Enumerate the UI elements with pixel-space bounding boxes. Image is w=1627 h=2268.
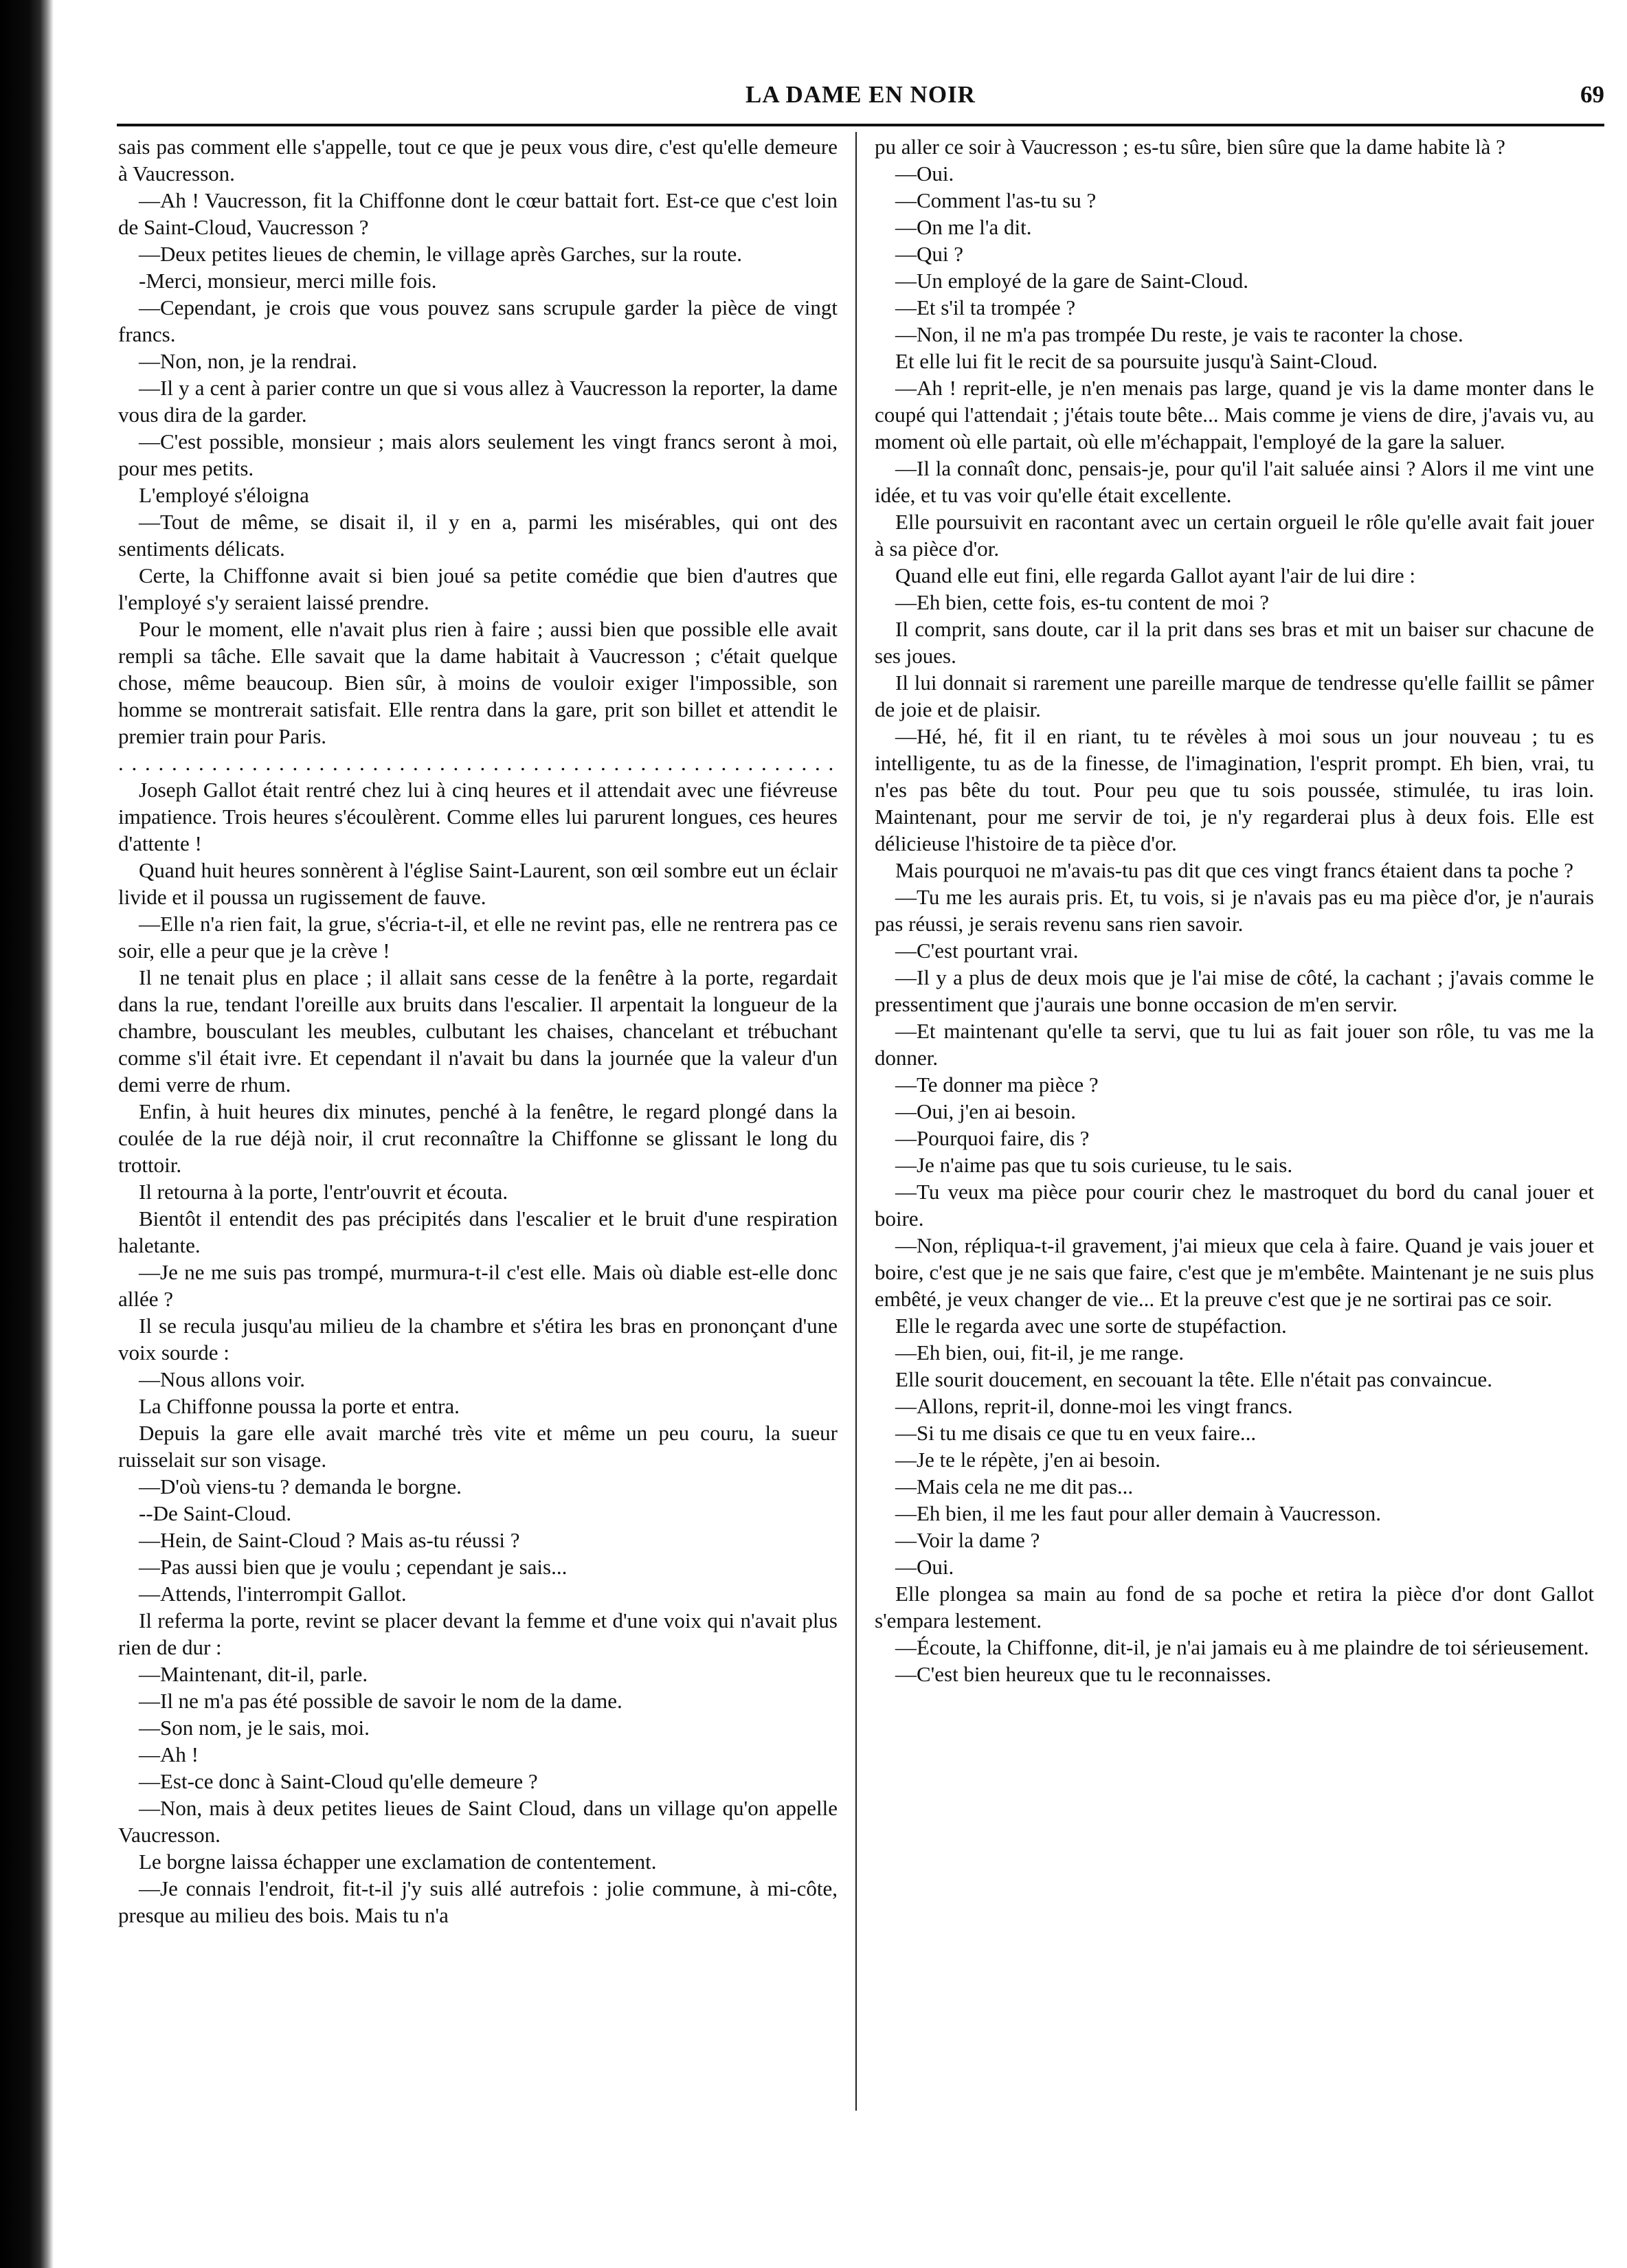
paragraph: —Eh bien, oui, fit-il, je me range. (895, 1340, 1185, 1365)
page-number: 69 (1580, 81, 1604, 108)
left-column (118, 133, 838, 1929)
paragraph: Depuis la gare elle avait marché très vite et même un peu couru, la sueur ruisselait sur son visage. (118, 1421, 838, 1472)
paragraph: pu aller ce soir à Vaucresson ; es-tu sûre, bien sûre que la dame habite là ? (875, 135, 1505, 159)
paragraph: La Chiffonne poussa la porte et entra. (139, 1394, 460, 1418)
paragraph: -Merci, monsieur, merci mille fois. (139, 269, 437, 293)
section-break-dots (118, 750, 838, 776)
paragraph: —Est-ce donc à Saint-Cloud qu'elle demeure ? (139, 1769, 538, 1793)
paragraph: Certe, la Chiffonne avait si bien joué sa petite comédie que bien d'autres que l'employé s'y seraient laissé prendre. (118, 563, 838, 614)
paragraph: —C'est bien heureux que tu le reconnaisses. (895, 1662, 1272, 1686)
paragraph: —Cependant, je crois que vous pouvez sans scrupule garder la pièce de vingt francs. (118, 295, 838, 346)
paragraph: —Elle n'a rien fait, la grue, s'écria-t-il, et elle ne revint pas, elle ne rentrera pas ce soir, elle a peur que je la crève ! (118, 912, 838, 963)
paragraph: Il retourna à la porte, l'entr'ouvrit et écouta. (139, 1180, 508, 1204)
paragraph: —Te donner ma pièce ? (895, 1073, 1099, 1097)
paragraph: Il ne tenait plus en place ; il allait sans cesse de la fenêtre à la porte, regardait dans la rue, tendant l'oreille aux bruits dans l'escalier. Il arpentait la longueur de la chambre, bousculant les meubles, culbutant les chaises, chancelant et trébuchant comme s'il était ivre. Et cependant il n'avait bu dans la journée que la valeur d'un demi verre de rhum. (118, 965, 838, 1097)
paragraph: —Qui ? (895, 242, 964, 266)
page-header (117, 81, 1604, 121)
paragraph: Pour le moment, elle n'avait plus rien à faire ; aussi bien que possible elle avait rempli sa tâche. Elle savait que la dame habitait à Vaucresson ; c'était quelque chose, même beaucoup. Bien sûr, à moins de vouloir exiger l'impossible, son homme se montrerait satisfait. Elle rentra dans la gare, prit son billet et attendit le premier train pour Paris. (118, 617, 838, 748)
paragraph: —Allons, reprit-il, donne-moi les vingt francs. (895, 1394, 1293, 1418)
paragraph: —Maintenant, dit-il, parle. (139, 1662, 368, 1686)
paragraph: —Comment l'as-tu su ? (895, 188, 1097, 212)
paragraph: —Ah ! (139, 1742, 199, 1766)
paragraph: —Non, non, je la rendrai. (139, 349, 357, 373)
paragraph: —Oui, j'en ai besoin. (895, 1099, 1077, 1123)
paragraph: —Oui. (895, 161, 954, 186)
paragraph: —Voir la dame ? (895, 1528, 1040, 1552)
paragraph: Mais pourquoi ne m'avais-tu pas dit que ces vingt francs étaient dans ta poche ? (895, 858, 1573, 882)
paragraph: —Non, mais à deux petites lieues de Saint Cloud, dans un village qu'on appelle Vaucresson. (118, 1796, 838, 1847)
paragraph: —Eh bien, cette fois, es-tu content de moi ? (895, 590, 1270, 614)
paragraph: —Nous allons voir. (139, 1367, 305, 1391)
paragraph: —On me l'a dit. (895, 215, 1032, 239)
paragraph: Il lui donnait si rarement une pareille marque de tendresse qu'elle faillit se pâmer de joie et de plaisir. (875, 671, 1594, 721)
paragraph: —Il ne m'a pas été possible de savoir le nom de la dame. (139, 1689, 622, 1713)
paragraph: —Tu me les aurais pris. Et, tu vois, si je n'avais pas eu ma pièce d'or, je n'aurais pas réussi, je serais revenu sans rien savoir. (875, 885, 1594, 936)
paragraph: Il comprit, sans doute, car il la prit dans ses bras et mit un baiser sur chacune de ses joues. (875, 617, 1594, 668)
paragraph: —Attends, l'interrompit Gallot. (139, 1582, 407, 1606)
paragraph: Elle poursuivit en racontant avec un certain orgueil le rôle qu'elle avait fait jouer à sa pièce d'or. (875, 510, 1594, 561)
paragraph: —Son nom, je le sais, moi. (139, 1716, 370, 1740)
scan-edge-shadow (0, 0, 54, 2268)
header-rule (117, 124, 1604, 126)
paragraph: —D'où viens-tu ? demanda le borgne. (139, 1474, 462, 1498)
paragraph: Il se recula jusqu'au milieu de la chambre et s'étira les bras en prononçant d'une voix sourde : (118, 1314, 838, 1365)
paragraph: —Je n'aime pas que tu sois curieuse, tu le sais. (895, 1153, 1293, 1177)
paragraph: Elle plongea sa main au fond de sa poche et retira la pièce d'or dont Gallot s'empara lestement. (875, 1582, 1594, 1632)
paragraph: —Pas aussi bien que je voulu ; cependant je sais... (139, 1555, 568, 1579)
paragraph: —Non, il ne m'a pas trompée Du reste, je vais te raconter la chose. (895, 322, 1463, 346)
paragraph: —Tout de même, se disait il, il y en a, parmi les misérables, qui ont des sentiments délicats. (118, 510, 838, 561)
paragraph: —C'est pourtant vrai. (895, 939, 1079, 963)
paragraph: —Mais cela ne me dit pas... (895, 1474, 1134, 1498)
paragraph: Quand huit heures sonnèrent à l'église Saint-Laurent, son œil sombre eut un éclair livide et il poussa un rugissement de fauve. (118, 858, 838, 909)
paragraph: —Non, répliqua-t-il gravement, j'ai mieux que cela à faire. Quand je vais jouer et boire, c'est que je ne sais que faire, c'est que je m'embête. Maintenant je ne suis plus embêté, je veux changer de vie... Et la preuve c'est que je ne sortirai pas ce soir. (875, 1233, 1594, 1311)
paragraph: sais pas comment elle s'appelle, tout ce que je peux vous dire, c'est qu'elle demeure à Vaucresson. (118, 135, 838, 186)
paragraph: —Pourquoi faire, dis ? (895, 1126, 1090, 1150)
running-title: LA DAME EN NOIR (745, 81, 976, 108)
paragraph: —Deux petites lieues de chemin, le village après Garches, sur la route. (139, 242, 743, 266)
paragraph: —Il la connaît donc, pensais-je, pour qu'il l'ait saluée ainsi ? Alors il me vint une idée, et tu vas voir qu'elle était excellente. (875, 456, 1594, 507)
paragraph: Bientôt il entendit des pas précipités dans l'escalier et le bruit d'une respiration haletante. (118, 1206, 838, 1257)
paragraph: —C'est possible, monsieur ; mais alors seulement les vingt francs seront à moi, pour mes petits. (118, 429, 838, 480)
column-divider (855, 132, 857, 2111)
paragraph: —Écoute, la Chiffonne, dit-il, je n'ai jamais eu à me plaindre de toi sérieusement. (895, 1635, 1589, 1659)
paragraph: —Et maintenant qu'elle ta servi, que tu lui as fait jouer son rôle, tu vas me la donner. (875, 1019, 1594, 1070)
paragraph: Elle le regarda avec une sorte de stupéfaction. (895, 1314, 1287, 1338)
paragraph: Elle sourit doucement, en secouant la tête. Elle n'était pas convaincue. (895, 1367, 1492, 1391)
paragraph: —Eh bien, il me les faut pour aller demain à Vaucresson. (895, 1501, 1382, 1525)
paragraph: Joseph Gallot était rentré chez lui à cinq heures et il attendait avec une fiévreuse impatience. Trois heures s'écoulèrent. Comme elles lui parurent longues, ces heures d'attente ! (118, 778, 838, 855)
paragraph: —Tu veux ma pièce pour courir chez le mastroquet du bord du canal jouer et boire. (875, 1180, 1594, 1231)
paragraph: L'employé s'éloigna (139, 483, 309, 507)
paragraph: —Un employé de la gare de Saint-Cloud. (895, 269, 1248, 293)
paragraph: —Et s'il ta trompée ? (895, 295, 1076, 319)
paragraph: --De Saint-Cloud. (139, 1501, 292, 1525)
paragraph: —Ah ! Vaucresson, fit la Chiffonne dont le cœur battait fort. Est-ce que c'est loin de Saint-Cloud, Vaucresson ? (118, 188, 838, 239)
paragraph: —Ah ! reprit-elle, je n'en menais pas large, quand je vis la dame monter dans le coupé qui l'attendait ; j'étais toute bête... Mais comme je viens de dire, j'avais vu, au moment où elle partait, où elle m'échappait, l'employé de la gare la saluer. (875, 376, 1594, 453)
paragraph: —Si tu me disais ce que tu en veux faire... (895, 1421, 1257, 1445)
paragraph: —Oui. (895, 1555, 954, 1579)
right-column (875, 133, 1594, 1687)
paragraph: Le borgne laissa échapper une exclamation de contentement. (139, 1850, 657, 1874)
paragraph: Et elle lui fit le recit de sa poursuite jusqu'à Saint-Cloud. (895, 349, 1378, 373)
paragraph: Quand elle eut fini, elle regarda Gallot ayant l'air de lui dire : (895, 563, 1416, 587)
paragraph: —Il y a cent à parier contre un que si vous allez à Vaucresson la reporter, la dame vous dira de la garder. (118, 376, 838, 427)
paragraph: Enfin, à huit heures dix minutes, penché à la fenêtre, le regard plongé dans la coulée de la rue déjà noir, il crut reconnaître la Chiffonne se glissant le long du trottoir. (118, 1099, 838, 1177)
paragraph: Il referma la porte, revint se placer devant la femme et d'une voix qui n'avait plus rien de dur : (118, 1608, 838, 1659)
paragraph: —Hein, de Saint-Cloud ? Mais as-tu réussi ? (139, 1528, 520, 1552)
paragraph: —Je te le répète, j'en ai besoin. (895, 1448, 1161, 1472)
paragraph: —Il y a plus de deux mois que je l'ai mise de côté, la cachant ; j'avais comme le pressentiment que j'aurais une bonne occasion de m'en servir. (875, 965, 1594, 1016)
paragraph: —Je connais l'endroit, fit-t-il j'y suis allé autrefois : jolie commune, à mi-côte, presque au milieu des bois. Mais tu n'a (118, 1876, 838, 1927)
paragraph: —Je ne me suis pas trompé, murmura-t-il c'est elle. Mais où diable est-elle donc allée ? (118, 1260, 838, 1311)
paragraph: —Hé, hé, fit il en riant, tu te révèles à moi sous un jour nouveau ; tu es intelligente, tu as de la finesse, de l'imagination, l'esprit prompt. Eh bien, vrai, tu n'es pas bête du tout. Pour peu que tu sois poussée, stimulée, tu iras loin. Maintenant, pour me servir de toi, je n'y regarderai plus à deux fois. Elle est délicieuse l'histoire de ta pièce d'or. (875, 724, 1594, 855)
